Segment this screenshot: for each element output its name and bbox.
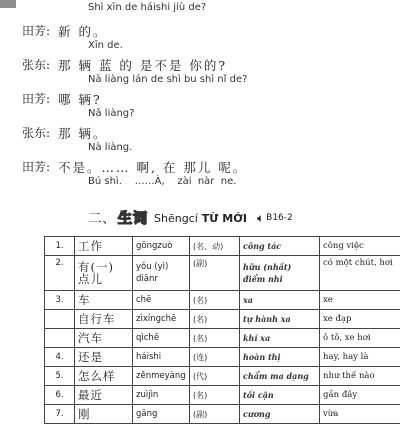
table-row xyxy=(45,386,400,405)
meaning-cell: công việc xyxy=(320,237,400,256)
row-number: 2. xyxy=(45,256,75,291)
row-number: 1. xyxy=(45,237,75,256)
sino-vietnamese-line: hữu (nhất) xyxy=(243,261,316,273)
sino-vietnamese-cell: cương xyxy=(240,405,320,424)
meaning-cell: có một chút, hơi xyxy=(320,256,400,291)
pos-cell: (名) xyxy=(190,310,240,329)
pinyin-cell: zěnmeyàng xyxy=(133,367,190,386)
row-number: 3. xyxy=(45,291,75,310)
pinyin-text: Shì xīn de háishi jiù de? xyxy=(88,2,206,13)
section-title-pinyin: Shēngcí xyxy=(154,212,198,225)
pinyin-text: Xīn de. xyxy=(88,40,123,51)
audio-track-label: B16-2 xyxy=(266,213,293,223)
sino-vietnamese-cell: xa xyxy=(240,291,320,310)
meaning-cell: xe xyxy=(320,291,400,310)
row-number: 6. xyxy=(45,386,75,405)
pos-cell: (连) xyxy=(190,348,240,367)
row-number: 7. xyxy=(45,405,75,424)
meaning-cell: xe đạp xyxy=(320,310,400,329)
pinyin-text: Nǎ liàng? xyxy=(88,108,134,119)
row-number xyxy=(45,310,75,329)
pinyin-text: Nà liàng lán de shì bu shì nǐ de? xyxy=(88,74,247,85)
section-title: 生词 xyxy=(118,208,148,228)
hanzi-text: 新 的。 xyxy=(58,22,107,40)
hanzi-cell: 汽车 xyxy=(75,329,133,348)
pos-cell: (名) xyxy=(190,291,240,310)
hanzi-cell: 刚 xyxy=(75,405,133,424)
sino-vietnamese-cell: hoàn thị xyxy=(240,348,320,367)
hanzi-cell xyxy=(75,256,133,291)
speaker-label: 张东: xyxy=(22,56,50,73)
pinyin-cell: zìxíngchē xyxy=(133,310,190,329)
pinyin-cell: gōngzuò xyxy=(133,237,190,256)
section-title-vi: TỪ MỚI xyxy=(202,212,247,225)
table-row xyxy=(45,348,400,367)
table-row xyxy=(45,329,400,348)
speaker-label: 田芳: xyxy=(22,90,50,107)
sino-vietnamese-cell: công tác xyxy=(240,237,320,256)
pos-cell: (副) xyxy=(190,405,240,424)
hanzi-line: 点儿 xyxy=(78,273,129,285)
pos-cell: (名、动) xyxy=(190,237,240,256)
hanzi-text: 哪 辆? xyxy=(58,90,102,108)
hanzi-cell: 最近 xyxy=(75,386,133,405)
hanzi-cell: 车 xyxy=(75,291,133,310)
speaker-label: 田芳: xyxy=(22,158,50,175)
pos-cell: (副) xyxy=(190,256,240,291)
table-row xyxy=(45,310,400,329)
pinyin-cell: háishi xyxy=(133,348,190,367)
pinyin-cell: chē xyxy=(133,291,190,310)
sino-vietnamese-cell: chẩm ma dạng xyxy=(240,367,320,386)
speaker-label: 田芳: xyxy=(22,22,50,39)
hanzi-cell: 怎么样 xyxy=(75,367,133,386)
table-row xyxy=(45,291,400,310)
row-number: 4. xyxy=(45,348,75,367)
section-number: 二、 xyxy=(88,208,116,228)
sino-vietnamese-cell: tự hành xa xyxy=(240,310,320,329)
pinyin-text: Bú shì. ……À, zài nàr ne. xyxy=(88,176,236,187)
pinyin-line: yǒu (yì) xyxy=(136,261,186,273)
hanzi-text: 那 辆。 xyxy=(58,124,107,142)
hanzi-text: 那 辆 蓝 的 是不是 你的? xyxy=(58,56,227,74)
pinyin-line: diǎnr xyxy=(136,273,186,285)
page-corner-mark xyxy=(0,0,16,8)
hanzi-cell: 还是 xyxy=(75,348,133,367)
pinyin-cell xyxy=(133,256,190,291)
hanzi-text: 不是。…… 啊, 在 那儿 呢。 xyxy=(58,158,247,176)
pinyin-cell: zuìjìn xyxy=(133,386,190,405)
sino-vietnamese-cell xyxy=(240,256,320,291)
table-row xyxy=(45,237,400,256)
pos-cell: (名) xyxy=(190,329,240,348)
speaker-label: 张东: xyxy=(22,124,50,141)
table-row xyxy=(45,256,400,291)
pinyin-cell: gāng xyxy=(133,405,190,424)
row-number xyxy=(45,329,75,348)
pinyin-cell: qìchē xyxy=(133,329,190,348)
table-row xyxy=(45,367,400,386)
sino-vietnamese-cell: tối cận xyxy=(240,386,320,405)
speaker-icon[interactable]: 🔈︎ xyxy=(257,211,264,226)
meaning-cell: như thế nào xyxy=(320,367,400,386)
meaning-cell: hay, hay là xyxy=(320,348,400,367)
section-heading xyxy=(88,208,293,228)
sino-vietnamese-cell: khí xa xyxy=(240,329,320,348)
sino-vietnamese-line: điểm nhi xyxy=(243,273,316,285)
pos-cell: (名) xyxy=(190,386,240,405)
meaning-cell: ô tô, xe hơi xyxy=(320,329,400,348)
pos-cell: (代) xyxy=(190,367,240,386)
meaning-cell: vừa xyxy=(320,405,400,424)
pinyin-text: Nà liàng. xyxy=(88,142,132,153)
row-number: 5. xyxy=(45,367,75,386)
vocab-table xyxy=(44,236,400,424)
hanzi-line: 有(一) xyxy=(78,261,129,273)
table-row xyxy=(45,405,400,424)
hanzi-cell: 自行车 xyxy=(75,310,133,329)
meaning-cell: gần đây xyxy=(320,386,400,405)
hanzi-cell: 工作 xyxy=(75,237,133,256)
